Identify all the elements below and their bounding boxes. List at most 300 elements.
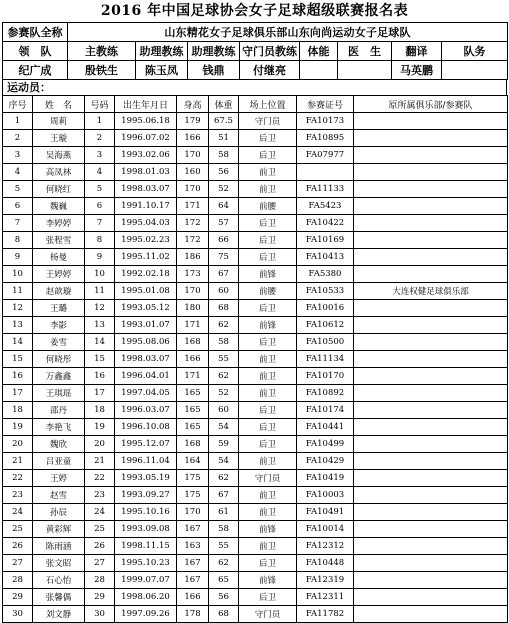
staff-title-row (3, 42, 508, 61)
player-position-cell: 守门员 (239, 606, 297, 623)
staff-name-cell (442, 61, 508, 80)
player-weight-cell: 64 (209, 198, 239, 215)
player-position-cell: 守门员 (239, 470, 297, 487)
column-header: 出生年月日 (115, 96, 177, 113)
column-header: 序号 (3, 96, 33, 113)
player-name-cell: 魏巍 (33, 198, 85, 215)
player-cert-cell: FA10169 (297, 232, 354, 249)
player-number-cell: 10 (85, 266, 115, 283)
player-weight-cell: 66 (209, 232, 239, 249)
player-weight-cell: 54 (209, 453, 239, 470)
player-club-cell (354, 232, 508, 249)
player-number-cell: 18 (85, 402, 115, 419)
table-row (3, 436, 508, 453)
player-seq-cell: 7 (3, 215, 33, 232)
player-birth-cell: 1996.04.01 (115, 368, 177, 385)
player-club-cell (354, 215, 508, 232)
column-header: 场上位置 (239, 96, 297, 113)
player-seq-cell: 5 (3, 181, 33, 198)
player-weight-cell: 67 (209, 266, 239, 283)
player-name-cell: 姜雪 (33, 334, 85, 351)
table-row (3, 334, 508, 351)
player-number-cell: 15 (85, 351, 115, 368)
player-cert-cell: FA10419 (297, 470, 354, 487)
table-row (3, 606, 508, 623)
player-name-cell: 万鑫鑫 (33, 368, 85, 385)
table-row (3, 266, 508, 283)
player-name-cell: 杨曼 (33, 249, 85, 266)
player-number-cell: 21 (85, 453, 115, 470)
player-weight-cell: 51 (209, 130, 239, 147)
player-position-cell: 后卫 (239, 555, 297, 572)
player-weight-cell: 59 (209, 436, 239, 453)
player-name-cell: 王琪瑶 (33, 385, 85, 402)
player-cert-cell: FA5423 (297, 198, 354, 215)
staff-name-cell: 殷铁生 (68, 61, 136, 80)
player-height-cell: 179 (177, 113, 209, 130)
player-weight-cell: 52 (209, 385, 239, 402)
player-birth-cell: 1995.04.03 (115, 215, 177, 232)
table-row (3, 181, 508, 198)
player-position-cell: 前卫 (239, 538, 297, 555)
player-position-cell: 后卫 (239, 215, 297, 232)
player-number-cell: 2 (85, 130, 115, 147)
table-row (3, 232, 508, 249)
player-number-cell: 4 (85, 164, 115, 181)
player-position-cell: 前锋 (239, 572, 297, 589)
player-cert-cell: FA12312 (297, 538, 354, 555)
player-height-cell: 168 (177, 334, 209, 351)
roster-body (3, 113, 508, 623)
player-birth-cell: 1993.01.07 (115, 317, 177, 334)
player-name-cell: 赵雪 (33, 487, 85, 504)
player-height-cell: 173 (177, 266, 209, 283)
player-seq-cell: 13 (3, 317, 33, 334)
staff-title-cell: 助理教练 (136, 42, 188, 61)
player-height-cell: 164 (177, 453, 209, 470)
player-position-cell: 前锋 (239, 521, 297, 538)
staff-title-cell: 队务 (442, 42, 508, 61)
player-club-cell (354, 130, 508, 147)
player-name-cell: 魏欣 (33, 436, 85, 453)
player-seq-cell: 17 (3, 385, 33, 402)
player-height-cell: 160 (177, 164, 209, 181)
player-club-cell (354, 589, 508, 606)
player-club-cell (354, 572, 508, 589)
player-position-cell: 后卫 (239, 589, 297, 606)
player-number-cell: 30 (85, 606, 115, 623)
player-weight-cell: 56 (209, 589, 239, 606)
table-row (3, 453, 508, 470)
player-birth-cell: 1996.11.04 (115, 453, 177, 470)
player-number-cell: 16 (85, 368, 115, 385)
player-birth-cell: 1995.12.07 (115, 436, 177, 453)
column-header: 体重 (209, 96, 239, 113)
player-seq-cell: 9 (3, 249, 33, 266)
player-height-cell: 171 (177, 198, 209, 215)
player-seq-cell: 3 (3, 147, 33, 164)
player-cert-cell: FA10174 (297, 402, 354, 419)
table-row (3, 215, 508, 232)
player-birth-cell: 1998.11.15 (115, 538, 177, 555)
player-position-cell: 前卫 (239, 351, 297, 368)
player-seq-cell: 1 (3, 113, 33, 130)
player-seq-cell: 8 (3, 232, 33, 249)
player-cert-cell: FA07977 (297, 147, 354, 164)
player-position-cell: 前锋 (239, 317, 297, 334)
player-cert-cell: FA10422 (297, 215, 354, 232)
player-position-cell: 前卫 (239, 385, 297, 402)
player-number-cell: 24 (85, 504, 115, 521)
player-number-cell: 26 (85, 538, 115, 555)
player-name-cell: 孙辰 (33, 504, 85, 521)
player-number-cell: 25 (85, 521, 115, 538)
player-position-cell: 前卫 (239, 453, 297, 470)
player-number-cell: 27 (85, 555, 115, 572)
player-cert-cell: FA10612 (297, 317, 354, 334)
player-position-cell: 后卫 (239, 147, 297, 164)
table-row (3, 147, 508, 164)
table-row (3, 487, 508, 504)
table-row (3, 249, 508, 266)
player-position-cell: 后卫 (239, 232, 297, 249)
player-weight-cell: 68 (209, 300, 239, 317)
player-height-cell: 170 (177, 147, 209, 164)
player-club-cell (354, 487, 508, 504)
player-club-cell (354, 147, 508, 164)
player-weight-cell: 61 (209, 504, 239, 521)
player-position-cell: 前卫 (239, 487, 297, 504)
player-club-cell: 大连权健足球俱乐部 (354, 283, 508, 300)
player-position-cell: 前腰 (239, 198, 297, 215)
player-position-cell: 前腰 (239, 283, 297, 300)
player-cert-cell: FA10895 (297, 130, 354, 147)
player-birth-cell: 1998.03.07 (115, 181, 177, 198)
player-name-cell: 陈雨涵 (33, 538, 85, 555)
team-staff-table (2, 22, 508, 80)
player-club-cell (354, 504, 508, 521)
player-birth-cell: 1995.10.16 (115, 504, 177, 521)
player-birth-cell: 1995.06.18 (115, 113, 177, 130)
player-position-cell: 后卫 (239, 436, 297, 453)
player-name-cell: 周莉 (33, 113, 85, 130)
player-birth-cell: 1996.03.07 (115, 402, 177, 419)
staff-title-cell: 翻译 (392, 42, 442, 61)
staff-name-cell (300, 61, 338, 80)
player-club-cell (354, 334, 508, 351)
player-weight-cell: 62 (209, 470, 239, 487)
player-height-cell: 170 (177, 181, 209, 198)
player-club-cell (354, 402, 508, 419)
player-seq-cell: 11 (3, 283, 33, 300)
player-birth-cell: 1996.10.08 (115, 419, 177, 436)
player-cert-cell: FA10892 (297, 385, 354, 402)
player-club-cell (354, 164, 508, 181)
player-number-cell: 20 (85, 436, 115, 453)
player-weight-cell: 55 (209, 351, 239, 368)
player-birth-cell: 1997.04.05 (115, 385, 177, 402)
player-height-cell: 175 (177, 487, 209, 504)
player-name-cell: 王璐 (33, 300, 85, 317)
athletes-section-label: 运动员： (2, 80, 507, 95)
player-seq-cell: 18 (3, 402, 33, 419)
player-cert-cell: FA10499 (297, 436, 354, 453)
player-seq-cell: 30 (3, 606, 33, 623)
table-row (3, 402, 508, 419)
player-position-cell: 后卫 (239, 334, 297, 351)
player-number-cell: 28 (85, 572, 115, 589)
player-height-cell: 172 (177, 232, 209, 249)
player-height-cell: 170 (177, 504, 209, 521)
player-weight-cell: 55 (209, 538, 239, 555)
player-seq-cell: 12 (3, 300, 33, 317)
staff-name-cell (338, 61, 392, 80)
player-name-cell: 吕亚童 (33, 453, 85, 470)
table-row (3, 385, 508, 402)
player-cert-cell: FA10441 (297, 419, 354, 436)
table-row (3, 538, 508, 555)
player-number-cell: 11 (85, 283, 115, 300)
player-name-cell: 何晓彤 (33, 351, 85, 368)
player-number-cell: 13 (85, 317, 115, 334)
player-birth-cell: 1998.01.03 (115, 164, 177, 181)
player-weight-cell: 62 (209, 368, 239, 385)
player-birth-cell: 1993.05.19 (115, 470, 177, 487)
player-club-cell (354, 198, 508, 215)
column-header: 号码 (85, 96, 115, 113)
player-club-cell (354, 419, 508, 436)
player-position-cell: 前卫 (239, 164, 297, 181)
player-club-cell (354, 300, 508, 317)
player-position-cell: 前卫 (239, 181, 297, 198)
player-number-cell: 7 (85, 215, 115, 232)
player-club-cell (354, 351, 508, 368)
team-name-row (3, 23, 508, 42)
player-cert-cell: FA10500 (297, 334, 354, 351)
player-height-cell: 167 (177, 572, 209, 589)
staff-name-cell: 纪广成 (3, 61, 68, 80)
player-seq-cell: 16 (3, 368, 33, 385)
player-name-cell: 李艳飞 (33, 419, 85, 436)
player-birth-cell: 1992.02.18 (115, 266, 177, 283)
team-name-label: 参赛队全称 (3, 23, 68, 42)
player-height-cell: 165 (177, 385, 209, 402)
player-seq-cell: 24 (3, 504, 33, 521)
player-seq-cell: 22 (3, 470, 33, 487)
player-birth-cell: 1996.07.02 (115, 130, 177, 147)
player-cert-cell: FA10413 (297, 249, 354, 266)
table-row (3, 521, 508, 538)
player-cert-cell: FA10170 (297, 368, 354, 385)
player-weight-cell: 60 (209, 283, 239, 300)
player-cert-cell: FA5380 (297, 266, 354, 283)
table-row (3, 589, 508, 606)
player-name-cell: 石心怡 (33, 572, 85, 589)
table-row (3, 283, 508, 300)
player-name-cell: 邵丹 (33, 402, 85, 419)
player-club-cell (354, 181, 508, 198)
player-club-cell (354, 317, 508, 334)
player-weight-cell: 58 (209, 521, 239, 538)
player-number-cell: 22 (85, 470, 115, 487)
table-row (3, 130, 508, 147)
player-weight-cell: 65 (209, 572, 239, 589)
player-club-cell (354, 606, 508, 623)
player-position-cell: 守门员 (239, 113, 297, 130)
player-cert-cell: FA10491 (297, 504, 354, 521)
staff-name-row (3, 61, 508, 80)
player-name-cell: 黄彩辉 (33, 521, 85, 538)
player-name-cell: 张文昭 (33, 555, 85, 572)
player-name-cell: 王婷婷 (33, 266, 85, 283)
player-height-cell: 167 (177, 555, 209, 572)
player-height-cell: 166 (177, 130, 209, 147)
player-seq-cell: 4 (3, 164, 33, 181)
player-birth-cell: 1993.09.08 (115, 521, 177, 538)
player-name-cell: 高凤林 (33, 164, 85, 181)
player-name-cell: 吴海燕 (33, 147, 85, 164)
player-name-cell: 刘文静 (33, 606, 85, 623)
staff-title-cell: 守门员教练 (240, 42, 300, 61)
player-weight-cell: 68 (209, 606, 239, 623)
player-weight-cell: 52 (209, 181, 239, 198)
player-seq-cell: 29 (3, 589, 33, 606)
player-position-cell: 前卫 (239, 504, 297, 521)
player-cert-cell: FA10533 (297, 283, 354, 300)
player-cert-cell: FA11134 (297, 351, 354, 368)
table-row (3, 300, 508, 317)
roster-header-row (3, 96, 508, 113)
player-cert-cell: FA12311 (297, 589, 354, 606)
player-club-cell (354, 436, 508, 453)
player-name-cell: 张馨偶 (33, 589, 85, 606)
staff-title-cell: 主教练 (68, 42, 136, 61)
player-number-cell: 17 (85, 385, 115, 402)
player-seq-cell: 14 (3, 334, 33, 351)
player-seq-cell: 2 (3, 130, 33, 147)
player-number-cell: 14 (85, 334, 115, 351)
player-cert-cell: FA11782 (297, 606, 354, 623)
player-seq-cell: 20 (3, 436, 33, 453)
player-seq-cell: 15 (3, 351, 33, 368)
player-name-cell: 张程雪 (33, 232, 85, 249)
table-row (3, 419, 508, 436)
table-row (3, 572, 508, 589)
player-height-cell: 172 (177, 215, 209, 232)
player-club-cell (354, 453, 508, 470)
staff-name-cell: 马英鹏 (392, 61, 442, 80)
player-cert-cell: FA10429 (297, 453, 354, 470)
staff-title-cell: 领 队 (3, 42, 68, 61)
player-birth-cell: 1998.03.07 (115, 351, 177, 368)
staff-name-cell: 陈玉凤 (136, 61, 188, 80)
column-header: 原所属俱乐部/参赛队 (354, 96, 508, 113)
player-weight-cell: 75 (209, 249, 239, 266)
player-position-cell: 后卫 (239, 419, 297, 436)
player-birth-cell: 1998.06.20 (115, 589, 177, 606)
staff-title-cell: 助理教练 (188, 42, 240, 61)
player-seq-cell: 10 (3, 266, 33, 283)
player-cert-cell: FA11133 (297, 181, 354, 198)
player-seq-cell: 6 (3, 198, 33, 215)
player-birth-cell: 1993.09.27 (115, 487, 177, 504)
player-club-cell (354, 538, 508, 555)
player-height-cell: 178 (177, 606, 209, 623)
table-row (3, 368, 508, 385)
player-name-cell: 何晓红 (33, 181, 85, 198)
player-number-cell: 1 (85, 113, 115, 130)
column-header: 参赛证号 (297, 96, 354, 113)
player-height-cell: 167 (177, 521, 209, 538)
player-weight-cell: 54 (209, 419, 239, 436)
player-weight-cell: 62 (209, 555, 239, 572)
player-height-cell: 180 (177, 300, 209, 317)
player-club-cell (354, 113, 508, 130)
staff-title-cell: 医 生 (338, 42, 392, 61)
player-height-cell: 170 (177, 283, 209, 300)
player-height-cell: 171 (177, 317, 209, 334)
player-weight-cell: 67.5 (209, 113, 239, 130)
player-seq-cell: 21 (3, 453, 33, 470)
table-row (3, 164, 508, 181)
player-height-cell: 175 (177, 470, 209, 487)
form-title: 2016 年中国足球协会女子足球超级联赛报名表 (100, 3, 409, 19)
player-height-cell: 171 (177, 368, 209, 385)
athlete-roster-table (2, 95, 508, 623)
player-birth-cell: 1999.07.07 (115, 572, 177, 589)
player-cert-cell: FA10173 (297, 113, 354, 130)
player-position-cell: 后卫 (239, 130, 297, 147)
player-club-cell (354, 368, 508, 385)
team-name-value: 山东精花女子足球俱乐部山东向尚运动女子足球队 (68, 23, 508, 42)
player-club-cell (354, 249, 508, 266)
staff-name-cell: 付继亮 (240, 61, 300, 80)
player-seq-cell: 28 (3, 572, 33, 589)
player-birth-cell: 1995.08.06 (115, 334, 177, 351)
player-height-cell: 166 (177, 589, 209, 606)
player-number-cell: 12 (85, 300, 115, 317)
player-birth-cell: 1991.10.17 (115, 198, 177, 215)
player-seq-cell: 26 (3, 538, 33, 555)
player-cert-cell: FA10016 (297, 300, 354, 317)
player-number-cell: 8 (85, 232, 115, 249)
player-weight-cell: 56 (209, 164, 239, 181)
player-height-cell: 168 (177, 436, 209, 453)
player-birth-cell: 1995.11.02 (115, 249, 177, 266)
player-weight-cell: 57 (209, 215, 239, 232)
player-number-cell: 23 (85, 487, 115, 504)
player-position-cell: 前锋 (239, 266, 297, 283)
table-row (3, 113, 508, 130)
player-seq-cell: 19 (3, 419, 33, 436)
player-number-cell: 29 (85, 589, 115, 606)
player-club-cell (354, 470, 508, 487)
table-row (3, 470, 508, 487)
player-club-cell (354, 385, 508, 402)
staff-name-cell: 钱鼎 (188, 61, 240, 80)
player-number-cell: 19 (85, 419, 115, 436)
player-club-cell (354, 555, 508, 572)
player-birth-cell: 1993.02.06 (115, 147, 177, 164)
player-weight-cell: 67 (209, 487, 239, 504)
player-cert-cell: FA10448 (297, 555, 354, 572)
player-height-cell: 165 (177, 419, 209, 436)
player-name-cell: 李婷婷 (33, 215, 85, 232)
player-height-cell: 166 (177, 351, 209, 368)
table-row (3, 555, 508, 572)
player-name-cell: 李影 (33, 317, 85, 334)
staff-title-cell: 体能 (300, 42, 338, 61)
